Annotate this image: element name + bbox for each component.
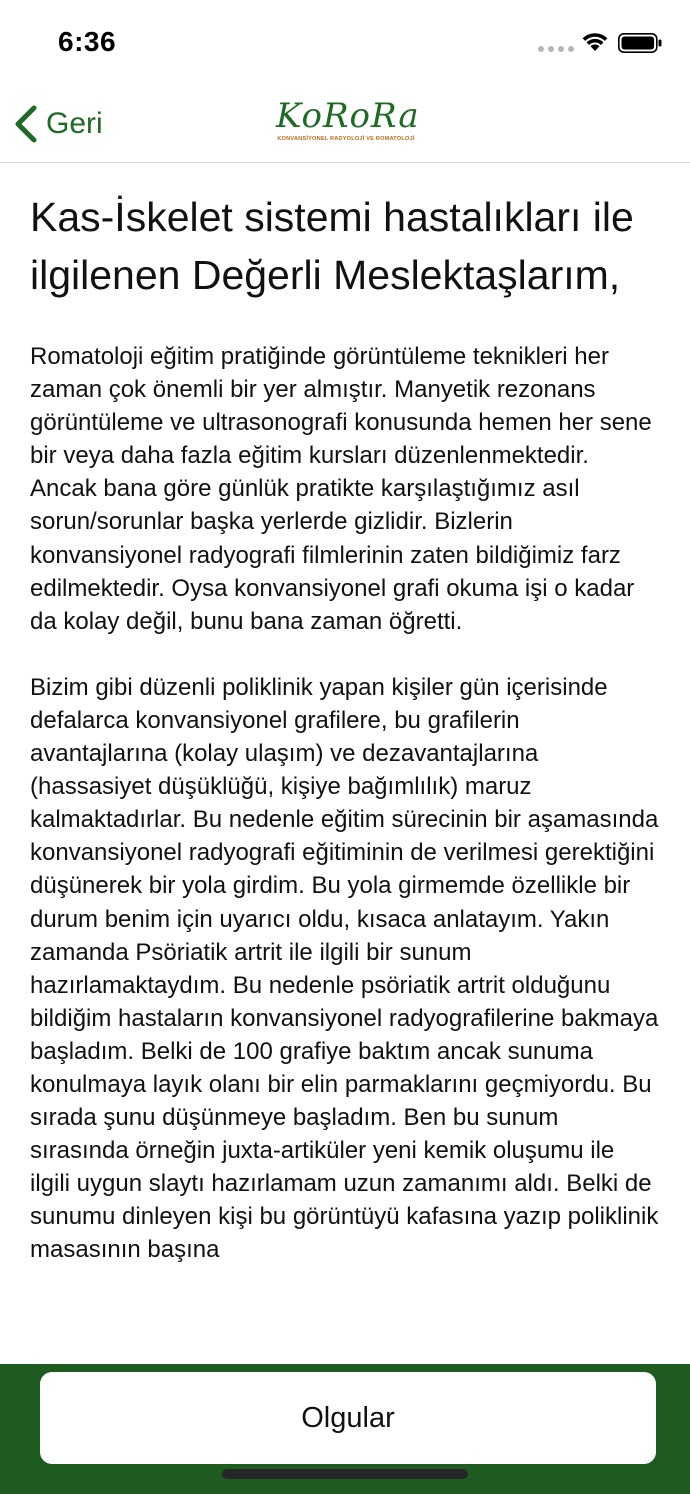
paragraph: Bizim gibi düzenli poliklinik yapan kişiler gün içerisinde defalarca konvansiyonel grafilere, bu grafilerin avantajlarına (kolay ulaşım) ve dezavantajlarına (hassasiyet düşüklüğü, kişiye bağımlılık) maruz kalmaktadırlar. Bu nedenle eğitim sürecinin bir aşamasında konvansiyonel radyografi eğitiminin de verilmesi gerektiğini düşünerek bir yola girdim. Bu yola girmemde özellikle bir durum benim için uyarıcı oldu, kısaca anlatayım. Yakın zamanda Psöriatik artrit ile ilgili bir sunum hazırlamaktaydım. Bu nedenle psöriatik artrit olduğunu bildiğim hastaların konvansiyonel radyografilerine bakmaya başladım. Belki de 100 grafiye baktım ancak sunuma konulmaya layık olanı bir elin parmaklarını geçmiyordu. Bu sırada şunu düşünmeye başladım. Ben bu sunum sırasında örneğin juxta-artiküler yeni kemik oluşumu ile ilgili uygun slaytı hazırlamam uzun zamanımı aldı. Belki de sunumu dinleyen kişi bu görüntüyü kafasına yazıp poliklinik masasının başına (30, 673, 659, 1264)
olgular-button[interactable]: Olgular (40, 1372, 656, 1464)
home-indicator[interactable] (222, 1469, 468, 1479)
letter-content[interactable] (30, 188, 660, 1364)
page-title: Kas-İskelet sistemi hastalıkları ile ilgilenen Değerli Meslektaşlarım, (30, 194, 634, 298)
logo-wordmark: KoRoRa (276, 96, 420, 136)
back-button[interactable] (12, 96, 103, 152)
navigation-bar (0, 86, 690, 163)
cellular-signal-icon (538, 44, 574, 54)
back-label: Geri (46, 107, 103, 140)
logo-tagline: KONVANSİYONEL RADYOLOJİ VE ROMATOLOJİ (277, 136, 415, 142)
korora-logo (276, 96, 420, 152)
battery-icon (618, 33, 662, 53)
status-bar (0, 0, 690, 86)
paragraph: Romatoloji eğitim pratiğinde görüntüleme teknikleri her zaman çok önemli bir yer almıştır. Manyetik rezonans görüntüleme ve ultrasonografi konusunda hemen her sene bir veya daha fazla eğitim kursları düzenlenmektedir. Ancak bana göre günlük pratikte karşılaştığımız asıl sorun/sorunlar başka yerlerde gizlidir. Bizlerin konvansiyonel radyografi filmlerinin zaten bildiğimiz farz edilmektedir. Oysa konvansiyonel grafi okuma işi o kadar da kolay değil, bunu bana zaman öğretti. (30, 343, 652, 635)
status-time: 6:36 (58, 26, 117, 57)
wifi-icon (580, 30, 610, 52)
chevron-left-icon (12, 104, 38, 144)
bottom-bar (0, 1364, 690, 1494)
